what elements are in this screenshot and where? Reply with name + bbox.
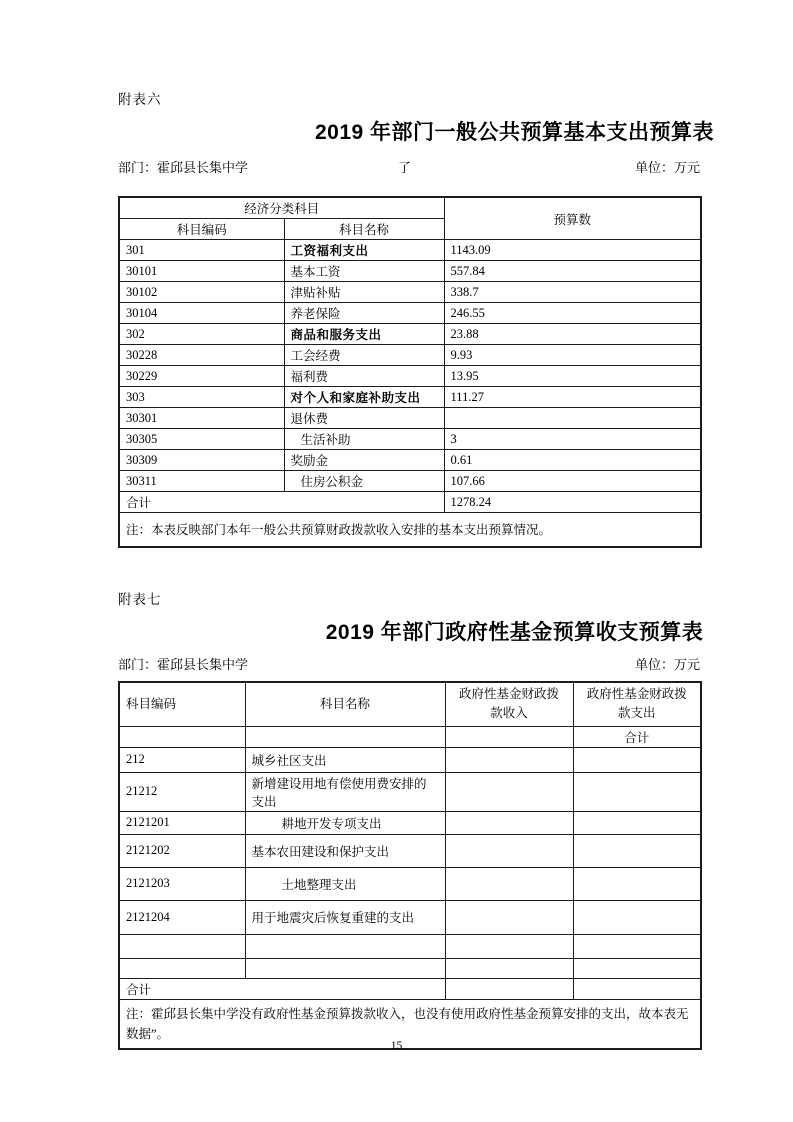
subject-name-cell [245, 958, 445, 978]
attachment6-title: 2019 年部门一般公共预算基本支出预算表 [314, 121, 715, 144]
table-header-row [119, 682, 701, 726]
attachment7-department: 部门：霍邱县长集中学 [118, 657, 249, 672]
fund-income-cell [445, 900, 573, 934]
subject-code-cell: 30228 [119, 345, 284, 366]
table-header-row [119, 197, 701, 219]
fund-income-cell [445, 834, 573, 867]
total-label: 合计 [119, 492, 444, 513]
fund-expense-cell [573, 867, 701, 900]
subject-code-cell: 303 [119, 387, 284, 408]
budget-value-cell: 23.88 [444, 324, 701, 345]
fund-expense-cell [573, 900, 701, 934]
attachment6-label: 附表六 [118, 92, 162, 107]
table-subheader-row [119, 726, 701, 747]
header-subject-name: 科目名称 [245, 682, 445, 726]
subject-name-cell: 基本农田建设和保护支出 [245, 834, 445, 867]
attachment7-title: 2019 年部门政府性基金预算收支预算表 [325, 621, 704, 644]
budget-value-cell: 107.66 [444, 471, 701, 492]
table-row [119, 303, 701, 324]
subject-code-cell: 30311 [119, 471, 284, 492]
budget-value-cell: 13.95 [444, 366, 701, 387]
table-row [119, 900, 701, 934]
budget-value-cell: 246.55 [444, 303, 701, 324]
table-row [119, 811, 701, 834]
page-number: 15 [390, 1040, 403, 1052]
table-row [119, 450, 701, 471]
subject-code-cell: 30101 [119, 261, 284, 282]
header-subject-code: 科目编码 [119, 219, 284, 240]
subject-name-cell: 工资福利支出 [284, 240, 444, 261]
attachment7-label: 附表七 [118, 592, 162, 607]
attachment6-department: 部门：霍邱县长集中学 [118, 160, 249, 175]
fund-income-cell [445, 934, 573, 958]
table-row [119, 471, 701, 492]
subject-name-cell: 基本工资 [284, 261, 444, 282]
fund-expense-cell [573, 811, 701, 834]
attachment7-unit: 单位：万元 [634, 657, 700, 672]
subheader-empty-cell [245, 726, 445, 747]
subject-name-cell: 福利费 [284, 366, 444, 387]
budget-value-cell: 111.27 [444, 387, 701, 408]
budget-value-cell: 338.7 [444, 282, 701, 303]
subject-code-cell: 2121204 [119, 900, 245, 934]
table-note: 注：霍邱县长集中学没有政府性基金预算拨款收入，也没有使用政府性基金预算安排的支出，故本表无数据”。 [119, 999, 701, 1049]
subject-name-cell: 住房公积金 [284, 471, 444, 492]
table-row [119, 772, 701, 811]
subject-code-cell: 30104 [119, 303, 284, 324]
budget-value-cell: 9.93 [444, 345, 701, 366]
subject-code-cell: 301 [119, 240, 284, 261]
subject-name-cell: 城乡社区支出 [245, 747, 445, 772]
subject-code-cell: 30305 [119, 429, 284, 450]
table-row [119, 324, 701, 345]
subject-name-cell: 耕地开发专项支出 [245, 811, 445, 834]
attachment6-meta-line [118, 157, 700, 176]
header-fund-expense: 政府性基金财政拨款支出 [573, 682, 701, 726]
header-subject-name: 科目名称 [284, 219, 444, 240]
fund-income-cell [445, 958, 573, 978]
subject-code-cell: 21212 [119, 772, 245, 811]
attachment6-stray-mark: 了 [398, 160, 412, 175]
subject-name-cell: 工会经费 [284, 345, 444, 366]
total-value: 1278.24 [444, 492, 701, 513]
fund-income-cell [445, 867, 573, 900]
subject-code-cell: 302 [119, 324, 284, 345]
table-row [119, 958, 701, 978]
subject-code-cell: 30229 [119, 366, 284, 387]
subject-code-cell: 2121203 [119, 867, 245, 900]
subject-name-cell: 退休费 [284, 408, 444, 429]
budget-value-cell [444, 408, 701, 429]
budget-value-cell: 557.84 [444, 261, 701, 282]
subject-name-cell [245, 934, 445, 958]
fund-income-cell [445, 747, 573, 772]
header-category-group: 经济分类科目 [119, 197, 444, 219]
total-row [119, 978, 701, 999]
fund-expense-cell [573, 834, 701, 867]
subheader-empty-cell [119, 726, 245, 747]
budget-value-cell: 1143.09 [444, 240, 701, 261]
subject-code-cell: 2121202 [119, 834, 245, 867]
header-fund-income: 政府性基金财政拨款收入 [445, 682, 573, 726]
table-row [119, 408, 701, 429]
subject-name-cell: 土地整理支出 [245, 867, 445, 900]
attachment7-meta-line [118, 654, 700, 673]
total-row [119, 492, 701, 513]
subject-name-cell: 商品和服务支出 [284, 324, 444, 345]
subject-code-cell: 30301 [119, 408, 284, 429]
table-row [119, 834, 701, 867]
table-row [119, 387, 701, 408]
fund-expense-cell [573, 772, 701, 811]
table-row [119, 429, 701, 450]
subject-name-cell: 津贴补贴 [284, 282, 444, 303]
note-row [119, 513, 701, 547]
basic-expenditure-budget-table [118, 196, 702, 548]
fund-expense-cell [573, 958, 701, 978]
subheader-subtotal: 合计 [573, 726, 701, 747]
fund-income-cell [445, 811, 573, 834]
total-income-value [445, 978, 573, 999]
header-budget: 预算数 [444, 197, 701, 240]
subject-name-cell: 用于地震灾后恢复重建的支出 [245, 900, 445, 934]
government-fund-budget-table [118, 681, 702, 1050]
table-row [119, 345, 701, 366]
subject-code-cell [119, 934, 245, 958]
table-row [119, 747, 701, 772]
budget-value-cell: 0.61 [444, 450, 701, 471]
subject-code-cell: 2121201 [119, 811, 245, 834]
subject-code-cell: 30309 [119, 450, 284, 471]
subject-name-cell: 对个人和家庭补助支出 [284, 387, 444, 408]
table-row [119, 934, 701, 958]
table-row [119, 240, 701, 261]
header-subject-code: 科目编码 [119, 682, 245, 726]
fund-expense-cell [573, 747, 701, 772]
table-row [119, 867, 701, 900]
table-note: 注：本表反映部门本年一般公共预算财政拨款收入安排的基本支出预算情况。 [119, 513, 701, 547]
subject-name-cell: 新增建设用地有偿使用费安排的支出 [245, 772, 445, 811]
total-label: 合计 [119, 978, 445, 999]
subject-name-cell: 奖励金 [284, 450, 444, 471]
subheader-empty-cell [445, 726, 573, 747]
subject-code-cell: 30102 [119, 282, 284, 303]
fund-expense-cell [573, 934, 701, 958]
table-row [119, 261, 701, 282]
subject-name-cell: 养老保险 [284, 303, 444, 324]
table-row [119, 366, 701, 387]
subject-name-cell: 生活补助 [284, 429, 444, 450]
fund-income-cell [445, 772, 573, 811]
attachment6-unit: 单位：万元 [634, 160, 700, 175]
table-row [119, 282, 701, 303]
budget-value-cell: 3 [444, 429, 701, 450]
subject-code-cell [119, 958, 245, 978]
total-expense-value [573, 978, 701, 999]
subject-code-cell: 212 [119, 747, 245, 772]
